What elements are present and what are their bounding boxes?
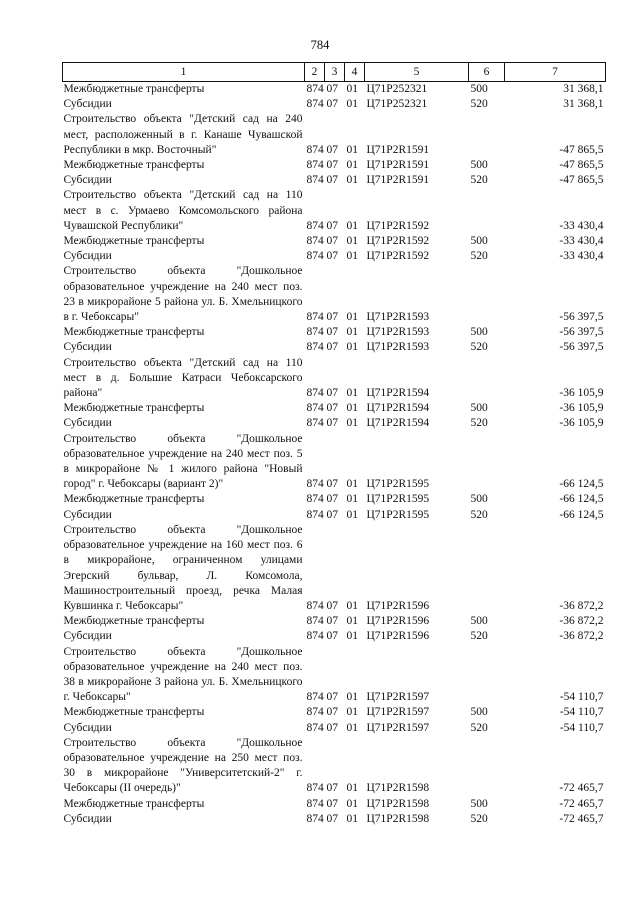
row-expense-type: 520 [470, 341, 488, 354]
row-amount: -36 105,9 [559, 402, 604, 415]
row-expense-type: 520 [470, 721, 488, 734]
row-name: Строительство объекта "Дошкольное образовательное учреждение на 240 мест поз. 5 в микрорайоне № 1 жилого района "Новый город" г. Чебоксары (вариант 2)" [63, 432, 303, 491]
row-name: Строительство объекта "Детский сад на 240 мест, расположенный в г. Канаше Чувашской Республики в мкр. Восточный" [63, 113, 303, 156]
row-admin-code: 874 [306, 341, 324, 354]
header-col-6: 6 [469, 63, 505, 82]
row-amount: -47 865,5 [559, 174, 604, 187]
row-section-code: 07 [326, 630, 338, 643]
row-expense-type: 500 [470, 797, 488, 810]
table-row [63, 797, 606, 812]
row-admin-code: 874 [306, 721, 324, 734]
row-amount: -72 465,7 [559, 797, 604, 810]
row-section-code: 07 [326, 782, 338, 795]
row-target-article: Ц71P2R1594 [366, 402, 430, 415]
row-target-article: Ц71P2R1595 [366, 478, 430, 491]
header-col-7: 7 [505, 63, 606, 82]
row-subsection-code: 01 [346, 615, 358, 628]
row-name: Строительство объекта "Дошкольное образовательное учреждение на 240 мест поз. 38 в микрорайоне 3 района ул. Б. Хмельницкого г. Чебоксары" [63, 645, 303, 704]
row-target-article: Ц71P2R1591 [366, 159, 430, 172]
row-section-code: 07 [326, 691, 338, 704]
row-section-code: 07 [326, 417, 338, 430]
table-row [63, 705, 606, 720]
row-subsection-code: 01 [346, 326, 358, 339]
row-name: Субсидии [63, 174, 112, 187]
row-admin-code: 874 [306, 402, 324, 415]
row-target-article: Ц71P2R1595 [366, 493, 430, 506]
row-expense-type [469, 264, 505, 325]
table-row [63, 264, 606, 325]
row-expense-type: 500 [470, 706, 488, 719]
row-admin-code: 874 [306, 98, 324, 111]
row-name: Субсидии [63, 630, 112, 643]
header-col-1: 1 [63, 63, 305, 82]
row-name: Строительство объекта "Детский сад на 110 мест в с. Урмаево Комсомольского района Чувашской Республики" [63, 189, 303, 232]
row-amount: -47 865,5 [559, 159, 604, 172]
table-body [63, 82, 606, 827]
row-admin-code: 874 [306, 326, 324, 339]
table-row [63, 82, 606, 98]
row-admin-code: 874 [306, 478, 324, 491]
row-amount: -36 872,2 [559, 630, 604, 643]
row-subsection-code: 01 [346, 797, 358, 810]
table-row [63, 492, 606, 507]
table-row [63, 721, 606, 736]
row-subsection-code: 01 [346, 493, 358, 506]
row-section-code: 07 [326, 219, 338, 232]
row-section-code: 07 [326, 235, 338, 248]
row-expense-type [469, 188, 505, 234]
row-expense-type: 500 [470, 235, 488, 248]
header-row [63, 63, 606, 82]
table-row [63, 325, 606, 340]
row-subsection-code: 01 [346, 599, 358, 612]
table-row [63, 340, 606, 355]
row-name: Субсидии [63, 250, 112, 263]
row-target-article: Ц71P2R1591 [366, 143, 430, 156]
row-section-code: 07 [326, 83, 338, 95]
row-expense-type: 520 [470, 812, 488, 825]
row-section-code: 07 [326, 402, 338, 415]
row-expense-type [469, 645, 505, 706]
row-admin-code: 874 [306, 250, 324, 263]
row-expense-type: 520 [470, 174, 488, 187]
row-admin-code: 874 [306, 174, 324, 187]
header-col-5: 5 [365, 63, 469, 82]
table-row [63, 629, 606, 644]
table-row [63, 249, 606, 264]
row-amount: -36 105,9 [559, 387, 604, 400]
row-subsection-code: 01 [346, 387, 358, 400]
header-col-2: 2 [305, 63, 325, 82]
row-admin-code: 874 [306, 235, 324, 248]
row-target-article: Ц71P2R1598 [366, 797, 430, 810]
row-amount: -33 430,4 [559, 219, 604, 232]
row-name: Строительство объекта "Дошкольное образовательное учреждение на 250 мест поз. 30 в микрорайоне "Университетский-2" г. Чебоксары (II очередь)" [63, 736, 303, 795]
row-target-article: Ц71P252321 [366, 98, 428, 111]
table-row [63, 812, 606, 827]
row-name: Субсидии [63, 98, 112, 111]
row-admin-code: 874 [306, 219, 324, 232]
row-expense-type: 500 [470, 83, 488, 95]
row-admin-code: 874 [306, 706, 324, 719]
table-row [63, 188, 606, 234]
row-name: Межбюджетные трансферты [63, 83, 205, 95]
row-name: Межбюджетные трансферты [63, 615, 205, 628]
row-subsection-code: 01 [346, 83, 358, 95]
row-expense-type: 500 [470, 493, 488, 506]
row-section-code: 07 [326, 250, 338, 263]
row-expense-type: 500 [470, 326, 488, 339]
row-subsection-code: 01 [346, 782, 358, 795]
table-row [63, 112, 606, 158]
row-name: Межбюджетные трансферты [63, 402, 205, 415]
row-section-code: 07 [326, 159, 338, 172]
row-name: Межбюджетные трансферты [63, 797, 205, 810]
row-name: Субсидии [63, 341, 112, 354]
row-name: Строительство объекта "Детский сад на 110 мест в д. Большие Катраси Чебоксарского района" [63, 356, 303, 400]
row-amount: -33 430,4 [559, 250, 604, 263]
row-target-article: Ц71P2R1594 [366, 417, 430, 430]
row-admin-code: 874 [306, 387, 324, 400]
row-subsection-code: 01 [346, 174, 358, 187]
row-section-code: 07 [326, 143, 338, 156]
row-amount: 31 368,1 [563, 83, 604, 95]
budget-table [62, 62, 606, 827]
row-section-code: 07 [326, 615, 338, 628]
row-amount: -72 465,7 [559, 782, 604, 795]
row-name: Межбюджетные трансферты [63, 159, 205, 172]
row-amount: -54 110,7 [559, 691, 604, 704]
row-expense-type: 520 [470, 417, 488, 430]
row-amount: -36 872,2 [559, 615, 604, 628]
row-amount: 31 368,1 [563, 98, 604, 111]
row-target-article: Ц71P2R1593 [366, 311, 430, 324]
row-name: Субсидии [63, 417, 112, 430]
table-row [63, 508, 606, 523]
row-name: Межбюджетные трансферты [63, 235, 205, 248]
row-name: Строительство объекта "Дошкольное образовательное учреждение на 240 мест поз. 23 в микрорайоне 5 района ул. Б. Хмельницкого в г. Чебоксары" [63, 265, 303, 324]
row-admin-code: 874 [306, 143, 324, 156]
row-expense-type: 500 [470, 159, 488, 172]
row-subsection-code: 01 [346, 98, 358, 111]
row-name: Субсидии [63, 721, 112, 734]
row-subsection-code: 01 [346, 219, 358, 232]
row-expense-type [469, 112, 505, 158]
row-admin-code: 874 [306, 615, 324, 628]
row-admin-code: 874 [306, 782, 324, 795]
row-expense-type: 520 [470, 630, 488, 643]
table-row [63, 173, 606, 188]
row-admin-code: 874 [306, 159, 324, 172]
page-number: 784 [310, 38, 330, 52]
row-admin-code: 874 [306, 599, 324, 612]
row-subsection-code: 01 [346, 706, 358, 719]
row-amount: -66 124,5 [559, 493, 604, 506]
row-target-article: Ц71P2R1595 [366, 508, 430, 521]
row-subsection-code: 01 [346, 159, 358, 172]
row-section-code: 07 [326, 812, 338, 825]
row-section-code: 07 [326, 98, 338, 111]
row-subsection-code: 01 [346, 508, 358, 521]
row-amount: -54 110,7 [559, 721, 604, 734]
row-amount: -36 872,2 [559, 599, 604, 612]
row-expense-type: 520 [470, 98, 488, 111]
row-section-code: 07 [326, 797, 338, 810]
row-expense-type: 520 [470, 250, 488, 263]
row-subsection-code: 01 [346, 630, 358, 643]
row-target-article: Ц71P2R1592 [366, 250, 430, 263]
table-row [63, 614, 606, 629]
row-section-code: 07 [326, 508, 338, 521]
row-amount: -72 465,7 [559, 812, 604, 825]
table-row [63, 736, 606, 797]
row-name: Межбюджетные трансферты [63, 706, 205, 719]
row-section-code: 07 [326, 706, 338, 719]
row-expense-type: 500 [470, 402, 488, 415]
row-admin-code: 874 [306, 508, 324, 521]
row-section-code: 07 [326, 599, 338, 612]
row-target-article: Ц71P2R1597 [366, 706, 430, 719]
table-row [63, 523, 606, 614]
row-target-article: Ц71P2R1597 [366, 721, 430, 734]
row-section-code: 07 [326, 478, 338, 491]
row-amount: -66 124,5 [559, 508, 604, 521]
row-target-article: Ц71P2R1596 [366, 599, 430, 612]
row-name: Строительство объекта "Дошкольное образовательное учреждение на 160 мест поз. 6 в микрорайоне, ограниченном улицами Эгерский бульвар, Л. Комсомола, Машиностроительный проезд, речка Малая Кувшинка г. Чебоксары" [63, 523, 303, 612]
row-admin-code: 874 [306, 630, 324, 643]
row-admin-code: 874 [306, 83, 324, 95]
row-subsection-code: 01 [346, 235, 358, 248]
row-name: Межбюджетные трансферты [63, 493, 205, 506]
row-target-article: Ц71P2R1596 [366, 630, 430, 643]
row-target-article: Ц71P2R1598 [366, 812, 430, 825]
table-row [63, 432, 606, 493]
row-subsection-code: 01 [346, 417, 358, 430]
row-section-code: 07 [326, 721, 338, 734]
row-name: Межбюджетные трансферты [63, 326, 205, 339]
row-section-code: 07 [326, 493, 338, 506]
row-admin-code: 874 [306, 797, 324, 810]
row-target-article: Ц71P2R1597 [366, 691, 430, 704]
row-subsection-code: 01 [346, 478, 358, 491]
row-admin-code: 874 [306, 691, 324, 704]
row-target-article: Ц71P2R1592 [366, 235, 430, 248]
header-col-3: 3 [325, 63, 345, 82]
row-target-article: Ц71P2R1593 [366, 326, 430, 339]
table-row [63, 97, 606, 112]
row-admin-code: 874 [306, 812, 324, 825]
row-subsection-code: 01 [346, 250, 358, 263]
row-amount: -66 124,5 [559, 478, 604, 491]
row-admin-code: 874 [306, 417, 324, 430]
row-subsection-code: 01 [346, 691, 358, 704]
row-name: Субсидии [63, 508, 112, 521]
row-section-code: 07 [326, 326, 338, 339]
row-subsection-code: 01 [346, 311, 358, 324]
row-amount: -54 110,7 [559, 706, 604, 719]
table-row [63, 158, 606, 173]
row-subsection-code: 01 [346, 143, 358, 156]
row-amount: -56 397,5 [559, 311, 604, 324]
row-section-code: 07 [326, 311, 338, 324]
row-target-article: Ц71P2R1598 [366, 782, 430, 795]
row-subsection-code: 01 [346, 721, 358, 734]
table-header [63, 63, 606, 82]
row-subsection-code: 01 [346, 341, 358, 354]
table-row [63, 401, 606, 416]
row-target-article: Ц71P252321 [366, 83, 428, 95]
row-expense-type [469, 523, 505, 614]
row-target-article: Ц71P2R1593 [366, 341, 430, 354]
row-target-article: Ц71P2R1592 [366, 219, 430, 232]
row-expense-type [469, 356, 505, 402]
table-row [63, 645, 606, 706]
row-amount: -47 865,5 [559, 143, 604, 156]
row-amount: -56 397,5 [559, 326, 604, 339]
row-expense-type: 520 [470, 508, 488, 521]
row-target-article: Ц71P2R1591 [366, 174, 430, 187]
row-admin-code: 874 [306, 493, 324, 506]
row-amount: -56 397,5 [559, 341, 604, 354]
row-admin-code: 874 [306, 311, 324, 324]
row-section-code: 07 [326, 174, 338, 187]
table-row [63, 234, 606, 249]
table-row [63, 356, 606, 402]
row-subsection-code: 01 [346, 812, 358, 825]
row-expense-type: 500 [470, 615, 488, 628]
row-subsection-code: 01 [346, 402, 358, 415]
table-row [63, 416, 606, 431]
row-section-code: 07 [326, 387, 338, 400]
row-name: Субсидии [63, 812, 112, 825]
row-expense-type [469, 736, 505, 797]
row-amount: -33 430,4 [559, 235, 604, 248]
row-expense-type [469, 432, 505, 493]
row-section-code: 07 [326, 341, 338, 354]
header-col-4: 4 [345, 63, 365, 82]
row-target-article: Ц71P2R1596 [366, 615, 430, 628]
row-target-article: Ц71P2R1594 [366, 387, 430, 400]
row-amount: -36 105,9 [559, 417, 604, 430]
